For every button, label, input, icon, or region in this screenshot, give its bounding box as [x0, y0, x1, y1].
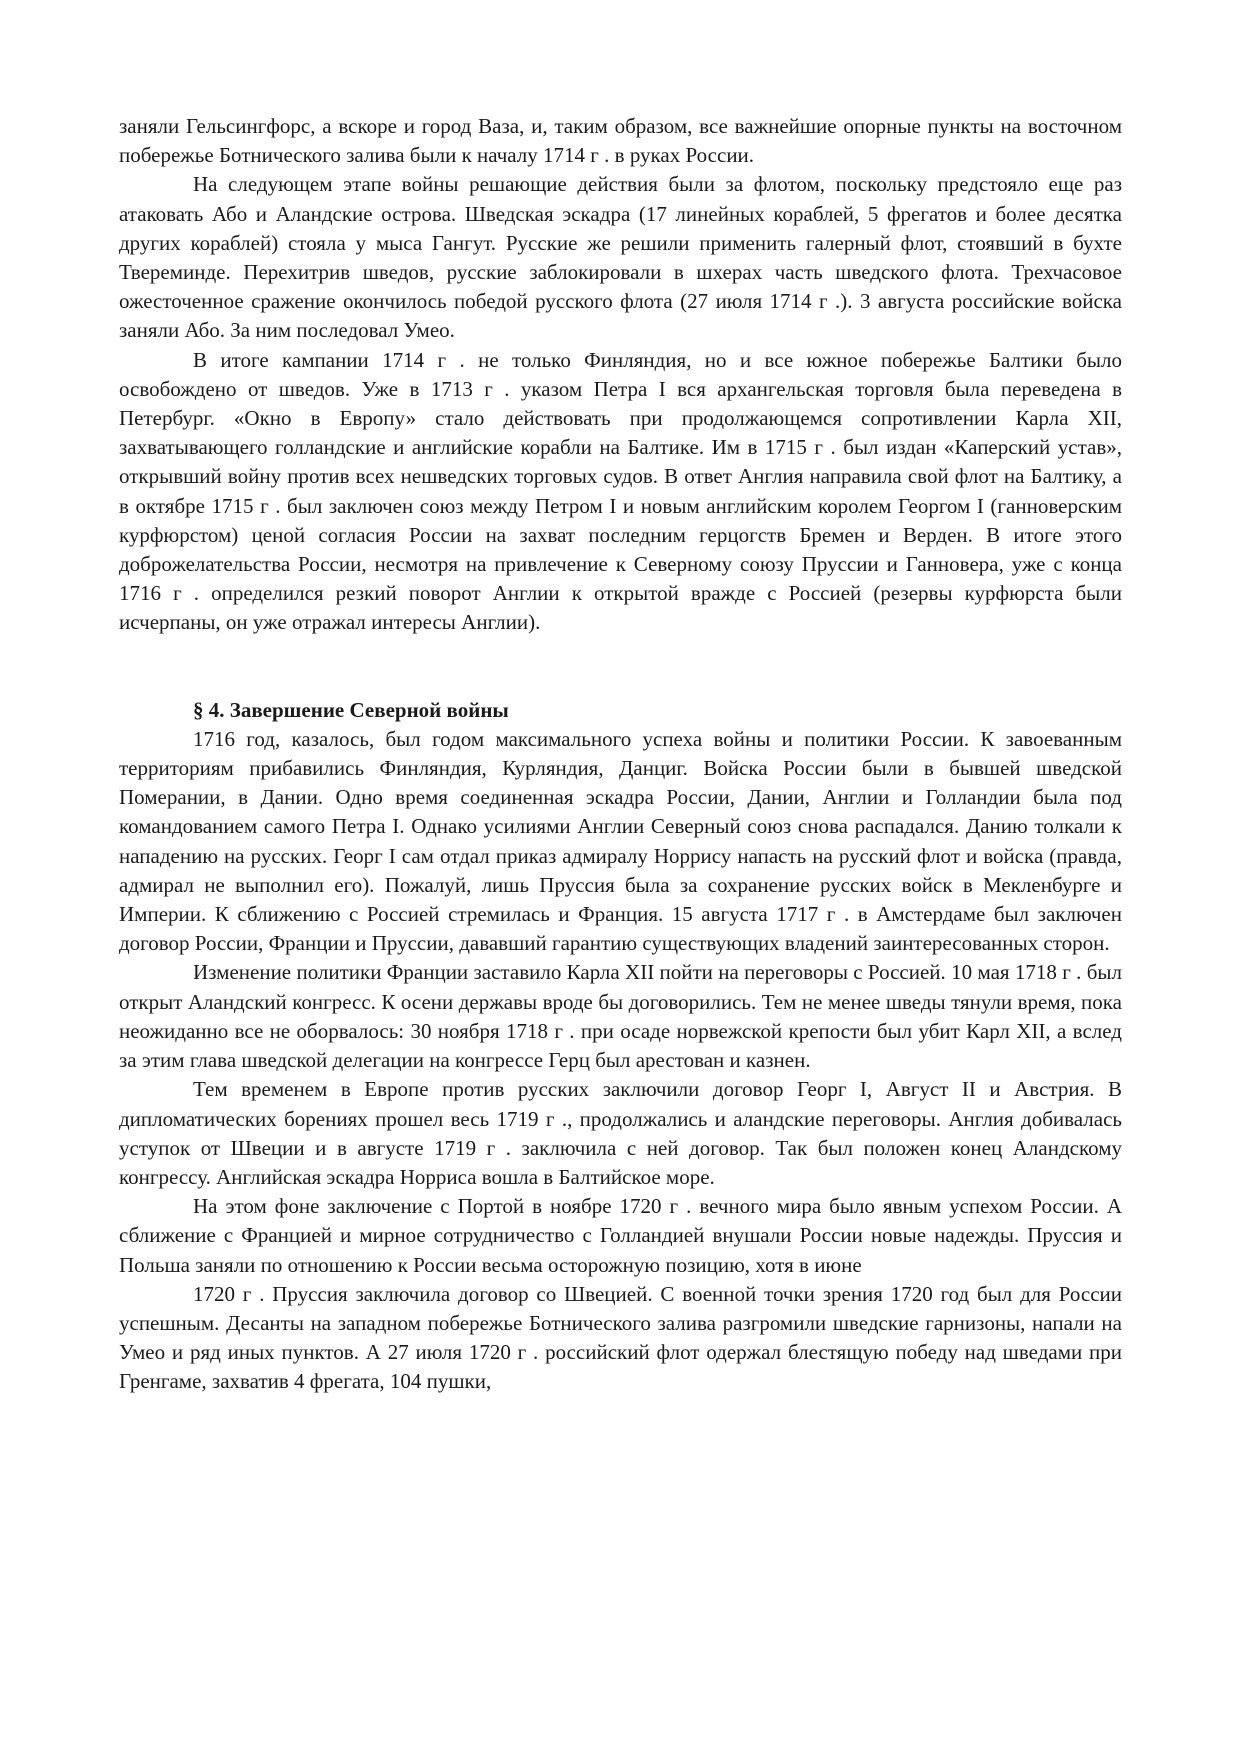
paragraph-3: В итоге кампании 1714 г . не только Финляндия, но и все южное побережье Балтики было освобождено от шведов. Уже в 1713 г . указом Петра I вся архангельская торговля была переведена в Петербург. «Окно в Европу» стало действовать при продолжающемся сопротивлении Карла XII, захватывающего голландские и английские корабли на Балтике. Им в 1715 г . был издан «Каперский устав», открывший войну против всех нешведских торговых судов. В ответ Англия направила свой флот на Балтику, а в октябре 1715 г . был заключен союз между Петром I и новым английским королем Георгом I (ганноверским курфюрстом) ценой согласия России на захват последним герцогств Бремен и Верден. В итоге этого доброжелательства России, несмотря на привлечение к Северному союзу Пруссии и Ганновера, уже с конца 1716 г . определился резкий поворот Англии к открытой вражде с Россией (резервы курфюрста были исчерпаны, он уже отражал интересы Англии).	[119, 347, 1122, 635]
paragraph-5: Изменение политики Франции заставило Карла XII пойти на переговоры с Россией. 10 мая 1718 г . был открыт Аландский конгресс. К осени державы вроде бы договорились. Тем не менее шведы тянули время, пока неожиданно все не оборвалось: 30 ноября 1718 г . при осаде норвежской крепости был убит Карл XII, а вслед за этим глава шведской делегации на конгрессе Герц был арестован и казнен.	[119, 960, 1122, 1073]
section-spacer	[119, 638, 1122, 696]
paragraph-7: На этом фоне заключение с Портой в ноябре 1720 г . вечного мира было явным успехом России. А сближение с Францией и мирное сотрудничество с Голландией внушали России новые надежды. Пруссия и Польша заняли по отношению к России весьма осторожную позицию, хотя в июне	[119, 1194, 1122, 1277]
paragraph-2: На следующем этапе войны решающие действия были за флотом, поскольку предстояло еще раз атаковать Або и Аландские острова. Шведская эскадра (17 линейных кораблей, 5 фрегатов и более десятка других кораблей) стояла у мыса Гангут. Русские же решили применить галерный флот, стоявший в бухте Твереминде. Перехитрив шведов, русские заблокировали в шхерах часть шведского флота. Трехчасовое ожесточенное сражение окончилось победой русского флота (27 июля 1714 г .). 3 августа российские войска заняли Або. За ним последовал Умео.	[119, 172, 1122, 343]
document-page	[119, 112, 1122, 1397]
paragraph-1: заняли Гельсингфорс, а вскоре и город Ваза, и, таким образом, все важнейшие опорные пункты на восточном побережье Ботнического залива были к началу 1714 г . в руках России.	[119, 114, 1122, 168]
paragraph-8: 1720 г . Пруссия заключила договор со Швецией. С военной точки зрения 1720 год был для России успешным. Десанты на западном побережье Ботнического залива разгромили шведские гарнизоны, напали на Умео и ряд иных пунктов. А 27 июля 1720 г . российский флот одержал блестящую победу над шведами при Гренгаме, захватив 4 фрегата, 104 пушки,	[119, 1281, 1122, 1394]
paragraph-6: Тем временем в Европе против русских заключили договор Георг I, Август II и Австрия. В дипломатических борениях прошел весь 1719 г ., продолжались и аландские переговоры. Англия добивалась уступок от Швеции и в августе 1719 г . заключила с ней договор. Так был положен конец Аландскому конгрессу. Английская эскадра Норриса вошла в Балтийское море.	[119, 1077, 1122, 1189]
section-heading: § 4. Завершение Северной войны	[193, 697, 509, 722]
paragraph-4: 1716 год, казалось, был годом максимального успеха войны и политики России. К завоеванным территориям прибавились Финляндия, Курляндия, Данциг. Войска России были в бывшей шведской Померании, в Дании. Одно время соединенная эскадра России, Дании, Англии и Голландии была под командованием самого Петра I. Однако усилиями Англии Северный союз снова распадался. Данию толкали к нападению на русских. Георг I сам отдал приказ адмиралу Норрису напасть на русский флот и войска (правда, адмирал не выполнил его). Пожалуй, лишь Пруссия была за сохранение русских войск в Мекленбурге и Империи. К сближению с Россией стремилась и Франция. 15 августа 1717 г . в Амстердаме был заключен договор России, Франции и Пруссии, дававший гарантию существующих владений заинтересованных сторон.	[119, 726, 1122, 956]
